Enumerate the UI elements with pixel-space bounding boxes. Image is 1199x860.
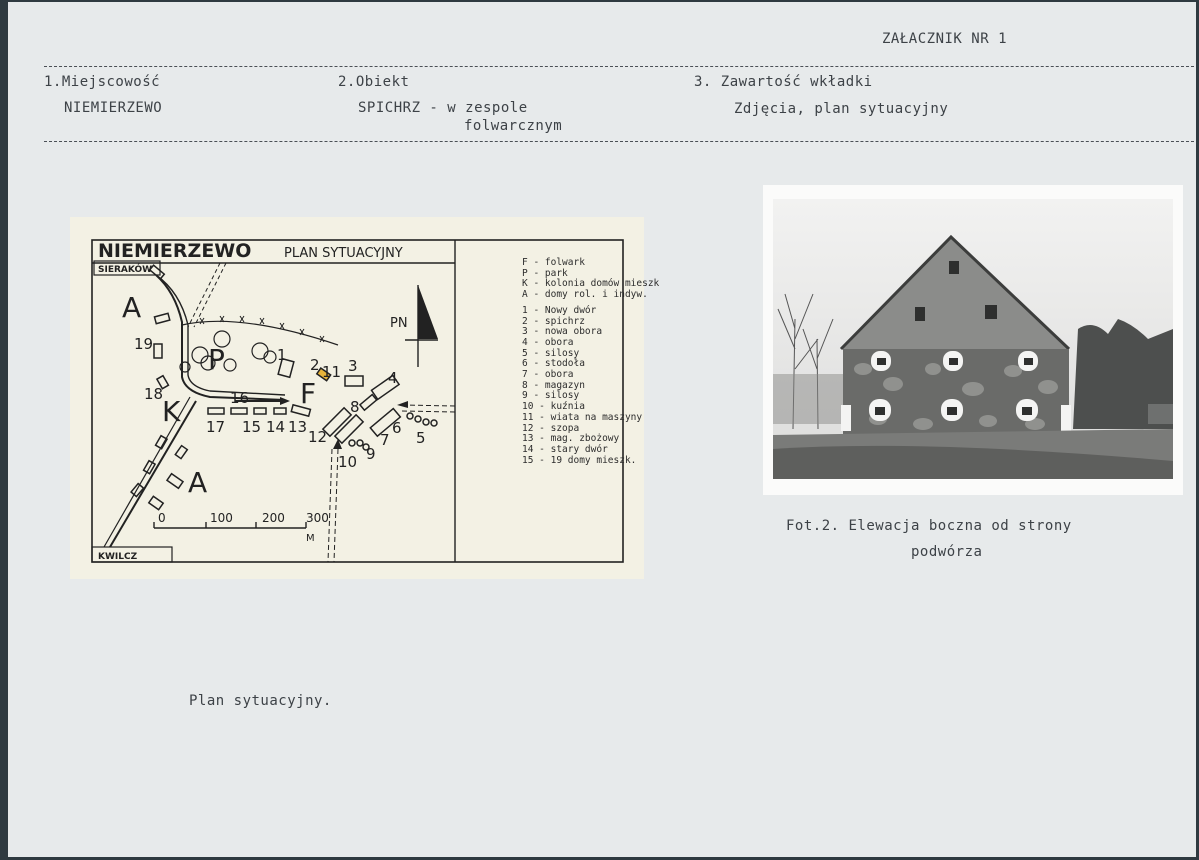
legend-item: 12 - szopa bbox=[522, 422, 580, 434]
zone-k: K bbox=[162, 395, 181, 428]
situational-plan bbox=[70, 217, 660, 579]
map-subtitle: PLAN SYTUACYJNY bbox=[284, 246, 403, 261]
legend-item: 11 - wiata na maszyny bbox=[522, 411, 643, 423]
map-number-4: 4 bbox=[388, 369, 398, 387]
map-number-12: 12 bbox=[308, 428, 328, 446]
map-number-17: 17 bbox=[206, 418, 226, 436]
scale-100: 100 bbox=[210, 511, 233, 525]
zone-a-top: A bbox=[122, 291, 142, 324]
legend-item: 9 - silosy bbox=[522, 390, 580, 402]
legend-item: 7 - obora bbox=[522, 369, 574, 381]
legend-item: 13 - mag. zbożowy bbox=[522, 433, 620, 445]
map-number-19: 19 bbox=[134, 335, 154, 353]
granary-photo bbox=[763, 185, 1183, 495]
legend-item: 15 - 19 domy mieszk. bbox=[522, 454, 637, 466]
scale-300: 300 bbox=[306, 511, 329, 525]
map-number-18: 18 bbox=[144, 385, 164, 403]
location-value: NIEMIERZEWO bbox=[64, 100, 163, 116]
photo-caption-line2: podwórza bbox=[911, 544, 983, 560]
annex-number: ZAŁACZNIK NR 1 bbox=[882, 31, 1008, 47]
map-number-6: 6 bbox=[392, 419, 402, 437]
map-number-1: 1 bbox=[277, 346, 287, 364]
legend-item: 14 - stary dwór bbox=[522, 443, 608, 455]
map-number-14: 14 bbox=[266, 418, 286, 436]
granary-photo-image bbox=[773, 199, 1173, 479]
legend-item: 8 - magazyn bbox=[522, 379, 585, 391]
contents-label: 3. Zawartość wkładki bbox=[694, 74, 873, 90]
legend-item: 5 - silosy bbox=[522, 347, 580, 359]
header-top-rule bbox=[44, 66, 1194, 68]
road-label-bottom: KWILCZ bbox=[98, 552, 138, 562]
legend-item: 3 - nowa obora bbox=[522, 326, 603, 338]
map-number-9: 9 bbox=[366, 445, 376, 463]
map-number-7: 7 bbox=[380, 431, 390, 449]
object-label: 2.Obiekt bbox=[338, 74, 410, 90]
map-number-3: 3 bbox=[348, 357, 358, 375]
zone-a-bottom: A bbox=[188, 466, 208, 499]
contents-value: Zdjęcia, plan sytuacyjny bbox=[734, 101, 949, 117]
zone-f: F bbox=[300, 377, 317, 410]
legend-item: F - folwark bbox=[522, 257, 585, 268]
object-value-line2: folwarcznym bbox=[464, 118, 563, 134]
north-label: PN bbox=[390, 316, 408, 331]
map-number-5: 5 bbox=[416, 429, 426, 447]
scale-200: 200 bbox=[262, 511, 285, 525]
map-legend bbox=[522, 258, 659, 466]
map-title: NIEMIERZEWO bbox=[98, 240, 252, 262]
map-number-10: 10 bbox=[338, 453, 358, 471]
legend-item: K - kolonia domów mieszk bbox=[522, 278, 660, 290]
location-label: 1.Miejscowość bbox=[44, 74, 161, 90]
legend-item: 4 - obora bbox=[522, 336, 574, 348]
object-value-line1: SPICHRZ - w zespole bbox=[358, 100, 528, 116]
map-number-16: 16 bbox=[230, 389, 250, 407]
legend-item: 1 - Nowy dwór bbox=[522, 304, 597, 316]
map-number-2: 2 bbox=[310, 356, 320, 374]
legend-item: 6 - stodoła bbox=[522, 358, 585, 370]
road-label-top: SIERAKÓW bbox=[98, 265, 153, 275]
photo-caption-line1: Fot.2. Elewacja boczna od strony bbox=[786, 518, 1072, 534]
legend-item: P - park bbox=[522, 267, 568, 279]
map-number-15: 15 bbox=[242, 418, 262, 436]
plan-caption: Plan sytuacyjny. bbox=[189, 693, 332, 709]
map-number-8: 8 bbox=[350, 398, 360, 416]
header-bottom-rule bbox=[44, 141, 1194, 143]
legend-item: 10 - kuźnia bbox=[522, 401, 585, 413]
legend-item: A - domy rol. i indyw. bbox=[522, 289, 648, 301]
legend-item: 2 - spichrz bbox=[522, 315, 585, 327]
zone-p: P bbox=[208, 343, 225, 376]
scale-unit: M bbox=[306, 533, 315, 544]
map-number-13: 13 bbox=[288, 418, 308, 436]
map-number-11: 11 bbox=[322, 363, 342, 381]
scale-0: 0 bbox=[158, 511, 166, 525]
document-sheet bbox=[8, 2, 1196, 857]
